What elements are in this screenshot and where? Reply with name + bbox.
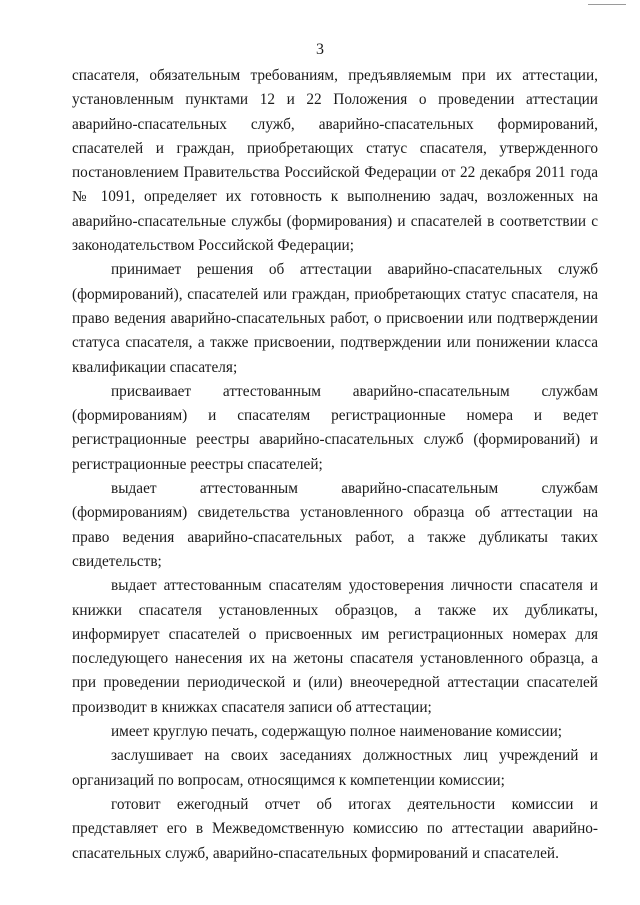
corner-rule	[588, 4, 626, 5]
paragraph-hearings: заслушивает на своих заседаниях должностных лиц учреждений и организаций по вопросам, относящимся к компетенции комиссии;	[72, 747, 598, 789]
paragraph-identity-documents: выдает аттестованным спасателям удостоверения личности спасателя и книжки спасателя установленных образцов, а также их дубликаты, информирует спасателей о присвоенных им регистрационных номерах для последующего нанесения их на жетоны спасателя установленного образца, а при проведении периодической и (или) внеочередной аттестации спасателей производит в книжках спасателя записи об аттестации;	[72, 577, 598, 716]
paragraph-registration: присваивает аттестованным аварийно-спасательным службам (формированиям) и спасателям регистрационные номера и ведет регистрационные реестры аварийно-спасательных служб (формирований) и регистрационные реестры спасателей;	[72, 382, 598, 473]
paragraph-certificates: выдает аттестованным аварийно-спасательным службам (формированиям) свидетельства установленного образца об аттестации на право ведения аварийно-спасательных работ, а также дубликаты таких свидетельств;	[72, 480, 598, 570]
paragraph-seal: имеет круглую печать, содержащую полное наименование комиссии;	[111, 723, 563, 741]
paragraph-annual-report: готовит ежегодный отчет об итогах деятельности комиссии и представляет его в Межведомственную комиссию по аттестации аварийно- спасательных служб, аварийно-спасательных формирований и спасателей.	[72, 795, 598, 862]
paragraph-continuation: спасателя, обязательным требованиям, предъявляемым при их аттестации, установленным пунктами 12 и 22 Положения о проведении аттестации аварийно-спасательных служб, аварийно-спасательных формирований, спасателей и граждан, приобретающих статус спасателя, утвержденного постановлением Правительства Российской Федерации от 22 декабря 2011 года № 1091, определяет их готовность к выполнению задач, возложенных на аварийно-спасательные службы (формирования) и спасателей в соответствии с законодательством Российской Федерации;	[72, 67, 598, 255]
page-number: 3	[316, 41, 324, 58]
document-body	[72, 64, 598, 866]
paragraph-decisions: принимает решения об аттестации аварийно-спасательных служб (формирований), спасателей или граждан, приобретающих статус спасателя, на право ведения аварийно-спасательных работ, о присвоении или подтверждении статуса спасателя, а также присвоении, подтверждении или понижении класса квалификации спасателя;	[72, 261, 598, 376]
